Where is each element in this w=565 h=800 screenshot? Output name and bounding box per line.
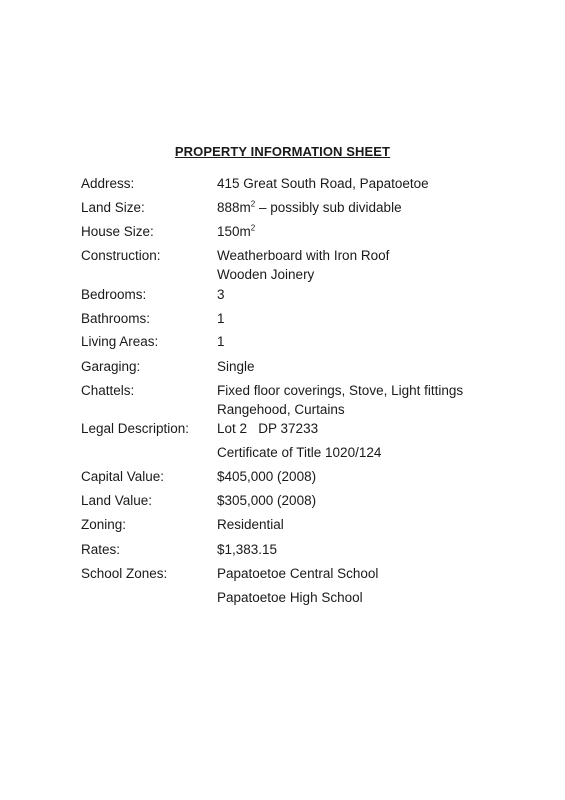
bathrooms-value: 1 — [217, 311, 225, 326]
school-zones-value-line2: Papatoetoe High School — [217, 590, 363, 605]
construction-label: Construction: — [81, 248, 161, 263]
legal-description-value-line1: Lot 2 DP 37233 — [217, 421, 319, 436]
chattels-label: Chattels: — [81, 383, 135, 398]
construction-value-line1: Weatherboard with Iron Roof — [217, 248, 390, 263]
house-size-label: House Size: — [81, 224, 154, 239]
garaging-value: Single — [217, 359, 255, 374]
capital-value-value: $405,000 (2008) — [217, 469, 317, 484]
living-areas-label: Living Areas: — [81, 334, 159, 349]
legal-description-label: Legal Description: — [81, 421, 190, 436]
address-label: Address: — [81, 176, 135, 191]
chattels-value-line1: Fixed floor coverings, Stove, Light fittings — [217, 383, 464, 398]
bedrooms-label: Bedrooms: — [81, 287, 147, 302]
house-size-number: 150m — [217, 224, 251, 239]
land-value-label: Land Value: — [81, 493, 153, 508]
zoning-value: Residential — [217, 517, 284, 532]
construction-value-line2: Wooden Joinery — [217, 267, 315, 282]
rates-value: $1,383.15 — [217, 542, 278, 557]
garaging-label: Garaging: — [81, 359, 141, 374]
land-value-value: $305,000 (2008) — [217, 493, 317, 508]
school-zones-value-line1: Papatoetoe Central School — [217, 566, 379, 581]
capital-value-label: Capital Value: — [81, 469, 165, 484]
land-size-value — [217, 198, 402, 217]
land-size-label: Land Size: — [81, 200, 145, 215]
chattels-value-line2: Rangehood, Curtains — [217, 402, 345, 417]
school-zones-label: School Zones: — [81, 566, 168, 581]
living-areas-value: 1 — [217, 334, 225, 349]
bathrooms-label: Bathrooms: — [81, 311, 151, 326]
legal-description-value-line2: Certificate of Title 1020/124 — [217, 445, 382, 460]
land-size-note: – possibly sub dividable — [255, 200, 402, 215]
house-size-value — [217, 222, 255, 241]
rates-label: Rates: — [81, 542, 121, 557]
land-size-number: 888m — [217, 200, 251, 215]
land-size-unit-exponent: 2 — [250, 199, 256, 209]
bedrooms-value: 3 — [217, 287, 225, 302]
page-title: PROPERTY INFORMATION SHEET — [174, 144, 391, 159]
address-value: 415 Great South Road, Papatoetoe — [217, 176, 429, 191]
zoning-label: Zoning: — [81, 517, 127, 532]
house-size-unit-exponent: 2 — [250, 223, 256, 233]
